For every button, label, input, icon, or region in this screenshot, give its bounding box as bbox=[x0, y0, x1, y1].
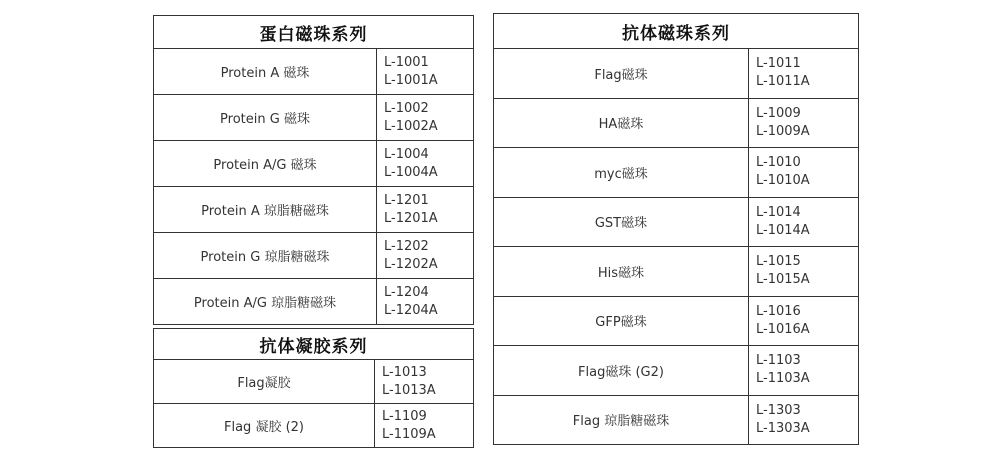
product-name: GFP磁珠 bbox=[494, 296, 749, 346]
product-codes bbox=[375, 360, 474, 404]
product-codes bbox=[749, 395, 859, 445]
antibody-beads-table bbox=[493, 13, 859, 445]
table-row bbox=[154, 141, 474, 187]
product-code: L-1202 bbox=[384, 238, 429, 254]
product-name: HA磁珠 bbox=[494, 98, 749, 148]
product-codes bbox=[749, 197, 859, 247]
product-code: L-1109 bbox=[382, 408, 427, 424]
product-code: L-1001 bbox=[384, 54, 429, 70]
product-codes bbox=[749, 247, 859, 297]
table-row bbox=[494, 247, 859, 297]
product-codes bbox=[377, 279, 474, 325]
product-name: myc磁珠 bbox=[494, 148, 749, 198]
table-row bbox=[494, 197, 859, 247]
product-code: L-1016A bbox=[756, 321, 810, 337]
product-codes bbox=[377, 95, 474, 141]
product-code: L-1013A bbox=[382, 382, 436, 398]
product-code: L-1009 bbox=[756, 105, 801, 121]
table-row bbox=[154, 233, 474, 279]
product-code: L-1004A bbox=[384, 164, 438, 180]
product-name: Protein A 磁珠 bbox=[154, 49, 377, 95]
product-codes bbox=[377, 49, 474, 95]
product-name: GST磁珠 bbox=[494, 197, 749, 247]
table-row bbox=[154, 49, 474, 95]
product-code: L-1109A bbox=[382, 426, 436, 442]
antibody-gel-table bbox=[153, 328, 474, 448]
table-row bbox=[494, 346, 859, 396]
product-code: L-1011 bbox=[756, 56, 801, 72]
product-code: L-1004 bbox=[384, 146, 429, 162]
product-code: L-1015A bbox=[756, 272, 810, 288]
product-code: L-1103A bbox=[756, 371, 810, 387]
product-name: Flag凝胶 bbox=[154, 360, 375, 404]
antibody-beads-title: 抗体磁珠系列 bbox=[494, 14, 859, 49]
table-row bbox=[494, 148, 859, 198]
product-name: Flag磁珠 (G2) bbox=[494, 346, 749, 396]
table-row bbox=[154, 95, 474, 141]
product-code: L-1014A bbox=[756, 222, 810, 238]
table-row bbox=[494, 395, 859, 445]
product-code: L-1201 bbox=[384, 192, 429, 208]
product-codes bbox=[749, 98, 859, 148]
product-code: L-1201A bbox=[384, 210, 438, 226]
product-code: L-1010A bbox=[756, 173, 810, 189]
product-codes bbox=[749, 296, 859, 346]
product-name: Protein A/G 琼脂糖磁珠 bbox=[154, 279, 377, 325]
product-code: L-1204 bbox=[384, 284, 429, 300]
product-code: L-1016 bbox=[756, 303, 801, 319]
table-row bbox=[494, 49, 859, 99]
product-name: Protein A/G 磁珠 bbox=[154, 141, 377, 187]
product-name: Flag磁珠 bbox=[494, 49, 749, 99]
product-code: L-1013 bbox=[382, 364, 427, 380]
product-code: L-1103 bbox=[756, 353, 801, 369]
table-row bbox=[154, 360, 474, 404]
product-name: Flag 凝胶 (2) bbox=[154, 404, 375, 448]
product-codes bbox=[749, 346, 859, 396]
product-codes bbox=[749, 148, 859, 198]
product-codes bbox=[377, 233, 474, 279]
product-code: L-1002 bbox=[384, 100, 429, 116]
product-name: His磁珠 bbox=[494, 247, 749, 297]
antibody-gel-title: 抗体凝胶系列 bbox=[154, 329, 474, 360]
table-row bbox=[494, 296, 859, 346]
protein-beads-title: 蛋白磁珠系列 bbox=[154, 16, 474, 49]
product-codes bbox=[749, 49, 859, 99]
product-code: L-1014 bbox=[756, 204, 801, 220]
table-row bbox=[154, 404, 474, 448]
product-code: L-1009A bbox=[756, 123, 810, 139]
table-row bbox=[154, 279, 474, 325]
table-row bbox=[154, 187, 474, 233]
table-row bbox=[494, 98, 859, 148]
product-code: L-1303 bbox=[756, 402, 801, 418]
product-code: L-1001A bbox=[384, 72, 438, 88]
product-codes bbox=[377, 141, 474, 187]
product-name: Protein G 琼脂糖磁珠 bbox=[154, 233, 377, 279]
product-name: Protein A 琼脂糖磁珠 bbox=[154, 187, 377, 233]
product-name: Protein G 磁珠 bbox=[154, 95, 377, 141]
product-codes bbox=[377, 187, 474, 233]
product-code: L-1015 bbox=[756, 254, 801, 270]
product-code: L-1002A bbox=[384, 118, 438, 134]
product-name: Flag 琼脂糖磁珠 bbox=[494, 395, 749, 445]
protein-beads-table bbox=[153, 15, 474, 325]
product-code: L-1303A bbox=[756, 420, 810, 436]
product-code: L-1011A bbox=[756, 74, 810, 90]
product-code: L-1010 bbox=[756, 155, 801, 171]
product-codes bbox=[375, 404, 474, 448]
product-code: L-1204A bbox=[384, 302, 438, 318]
product-code: L-1202A bbox=[384, 256, 438, 272]
